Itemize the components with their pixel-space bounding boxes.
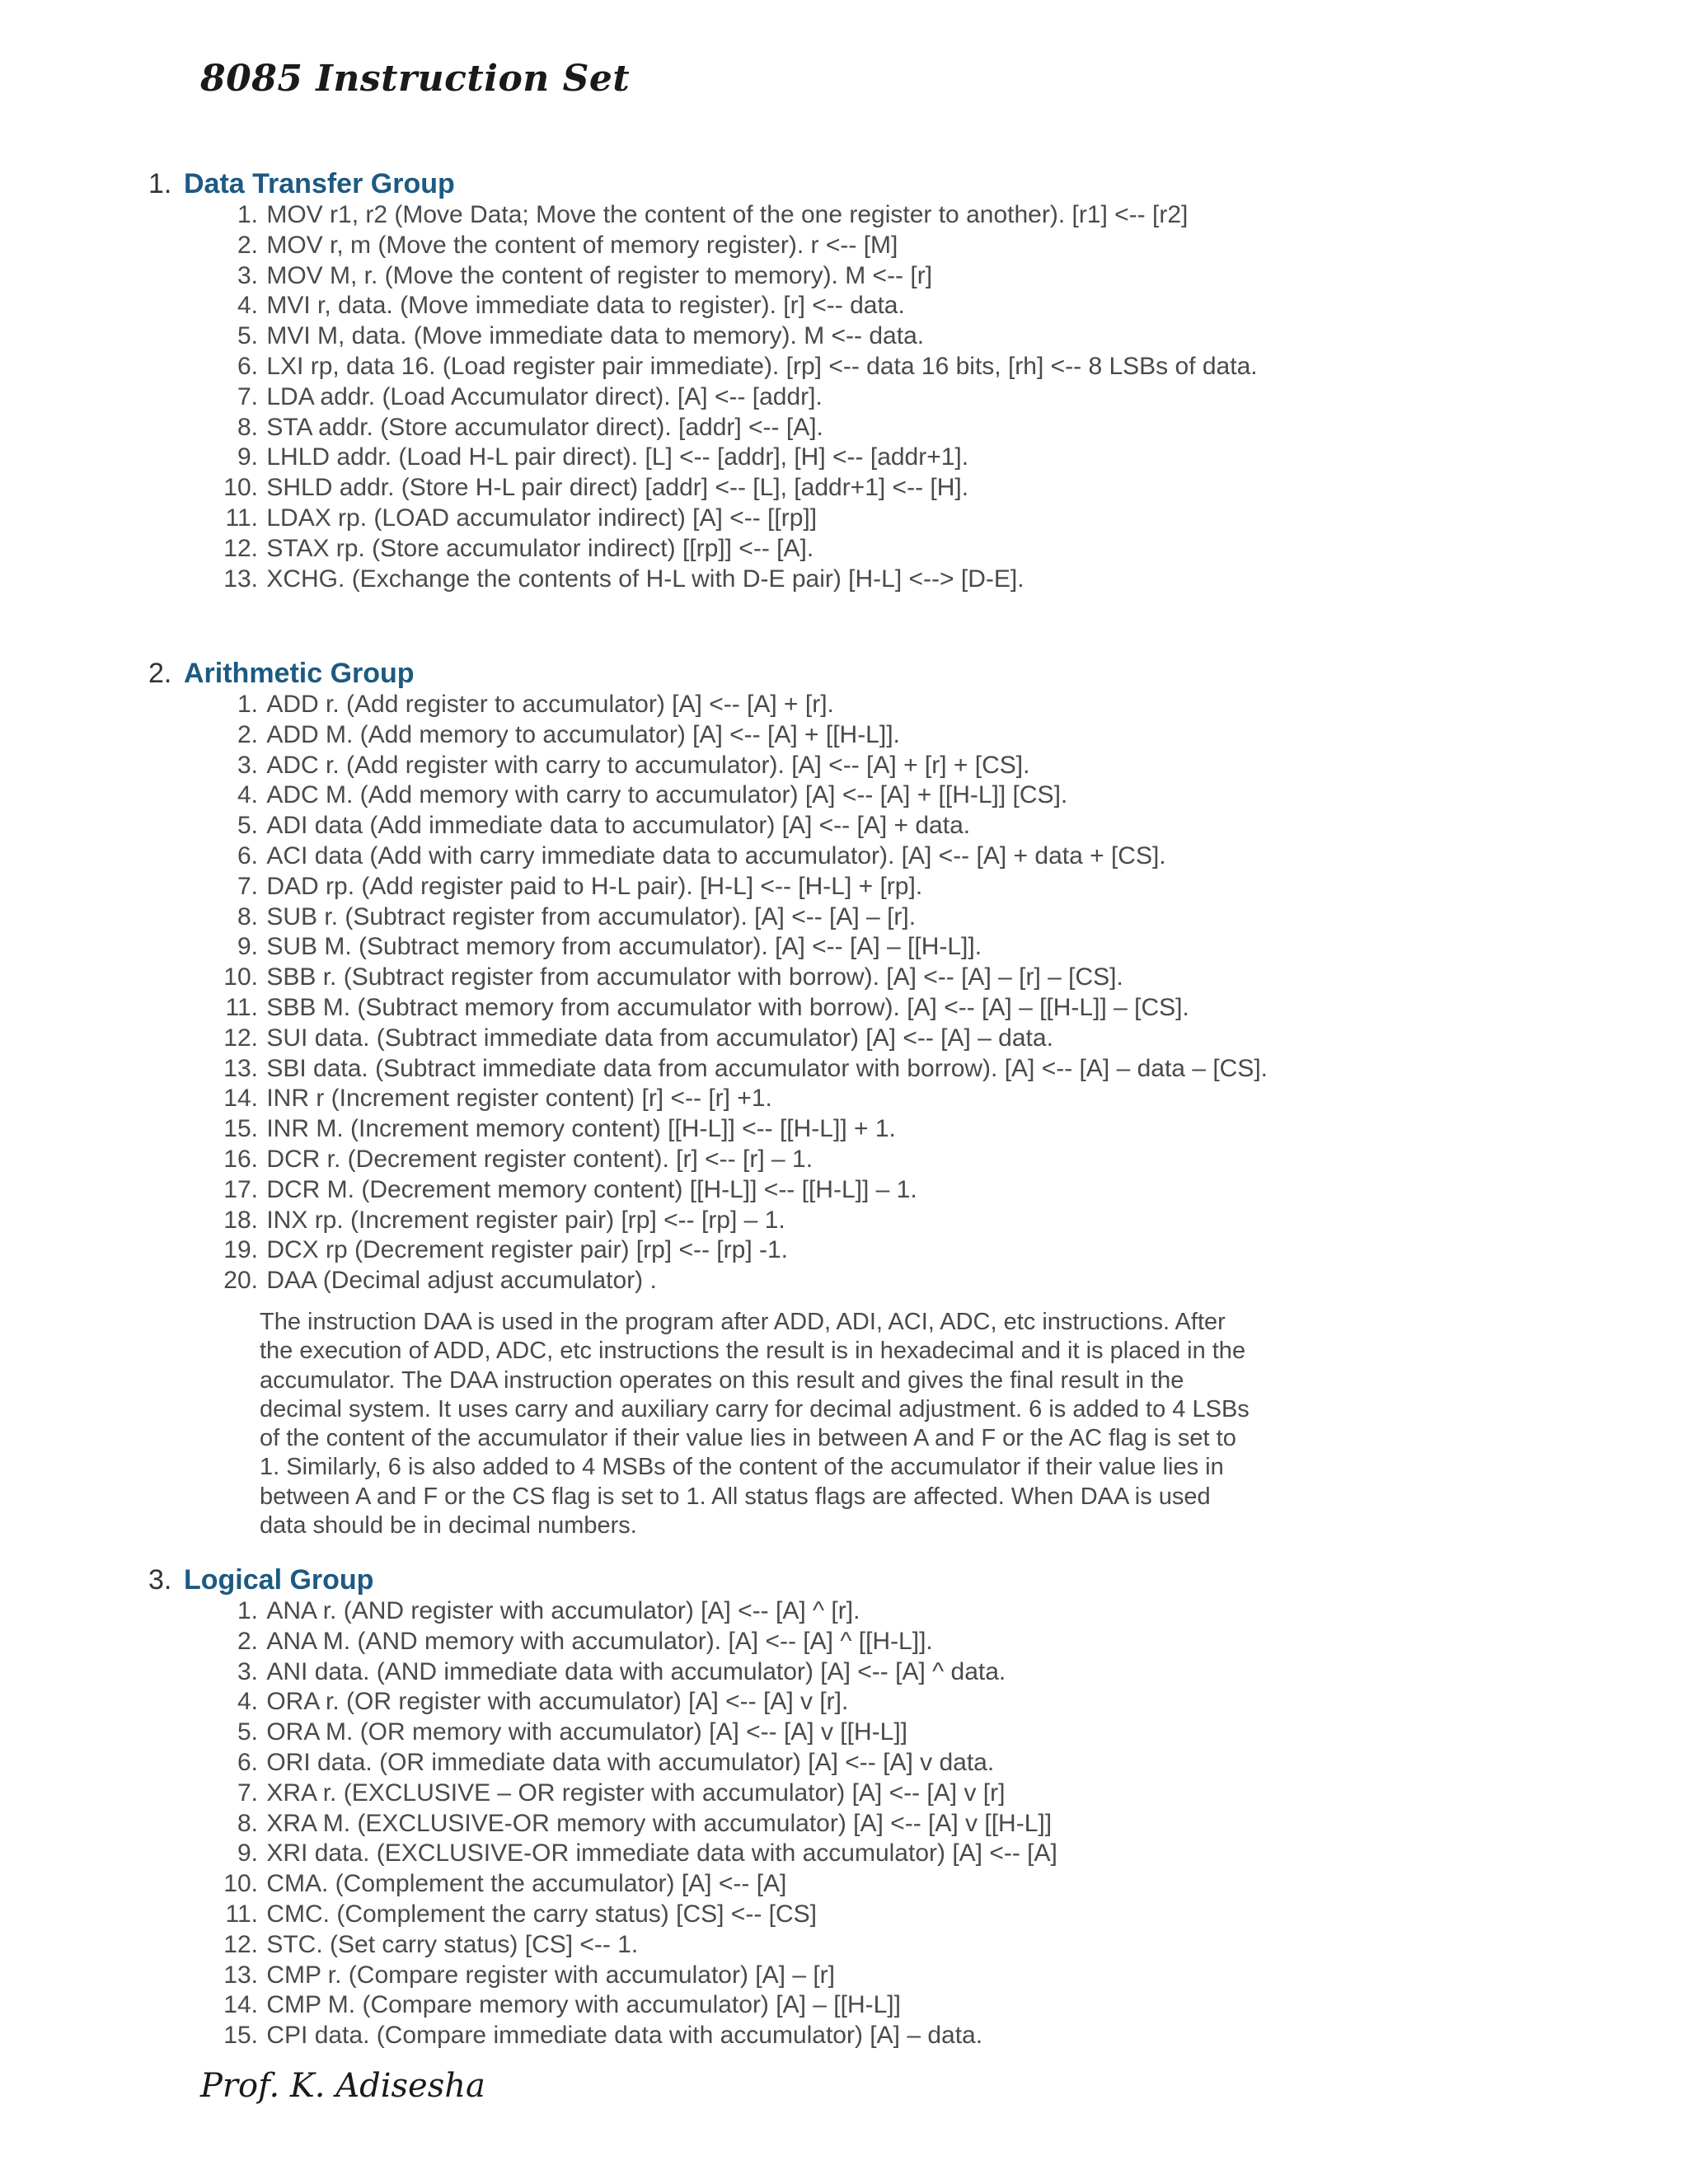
item-number: 13. [223,1961,258,1989]
list-item [148,1779,1550,1809]
paragraph-line: The instruction DAA is used in the program after ADD, ADI, ACI, ADC, etc instructions. After [260,1308,1226,1335]
item-number: 8. [237,1809,258,1837]
instruction-list [148,690,1550,1296]
item-number: 12. [223,1024,258,1052]
item-text: LXI rp, data 16. (Load register pair immediate). [rp] <-- data 16 bits, [rh] <-- 8 LSBs of data. [266,352,1258,380]
list-item [148,1869,1550,1900]
section-number: 1. [148,168,172,199]
list-item [148,1839,1550,1869]
item-text: SUI data. (Subtract immediate data from accumulator) [A] <-- [A] – data. [266,1024,1053,1052]
list-item [148,902,1550,933]
list-item [148,780,1550,811]
paragraph-line: accumulator. The DAA instruction operates on this result and gives the final result in the [260,1366,1184,1394]
item-number: 20. [223,1267,258,1295]
paragraph-line: the execution of ADD, ADC, etc instructions the result is in hexadecimal and it is placed in the [260,1338,1246,1365]
list-item [148,1145,1550,1175]
list-item [148,1961,1550,1991]
list-item [148,963,1550,993]
item-number: 7. [237,1779,258,1807]
list-item [148,1809,1550,1840]
paragraph-line: of the content of the accumulator if their value lies in between A and F or the AC flag is set to [260,1425,1236,1452]
item-text: DCX rp (Decrement register pair) [rp] <-- [rp] -1. [266,1236,788,1264]
list-item [148,690,1550,720]
item-text: DCR M. (Decrement memory content) [[H-L]] <-- [[H-L]] – 1. [266,1175,917,1203]
item-number: 4. [237,1688,258,1716]
item-number: 10. [223,474,258,502]
item-number: 9. [237,1840,258,1868]
list-item [148,443,1550,473]
item-number: 6. [237,841,258,869]
list-item [148,352,1550,382]
item-text: CMA. (Complement the accumulator) [A] <-- [A] [266,1870,787,1898]
item-number: 18. [223,1206,258,1234]
item-text: ORA r. (OR register with accumulator) [A] <-- [A] v [r]. [266,1688,849,1716]
item-number: 7. [237,382,258,410]
item-text: DAA (Decimal adjust accumulator) . [266,1267,657,1295]
paragraph-line: decimal system. It uses carry and auxiliary carry for decimal adjustment. 6 is added to 4 LSBs [260,1395,1250,1422]
item-text: MOV M, r. (Move the content of register to memory). M <-- [r] [266,261,933,289]
item-number: 14. [223,1085,258,1113]
section-data-transfer [148,167,1550,594]
item-text: SBB M. (Subtract memory from accumulator with borrow). [A] <-- [A] – [[H-L]] – [CS]. [266,993,1189,1021]
instruction-list [148,1596,1550,2051]
item-text: SUB r. (Subtract register from accumulator). [A] <-- [A] – [r]. [266,902,917,930]
list-item [148,1687,1550,1718]
list-item [148,291,1550,321]
item-number: 7. [237,872,258,900]
list-item [148,382,1550,413]
item-number: 6. [237,352,258,380]
item-text: CMP M. (Compare memory with accumulator) [A] – [[H-L]] [266,1991,901,2019]
author-footer: Prof. K. Adisesha [200,2067,485,2105]
item-text: INR M. (Increment memory content) [[H-L]] <-- [[H-L]] + 1. [266,1115,896,1143]
section-title: Data Transfer Group [184,168,455,199]
daa-description [260,1308,1529,1540]
item-text: XRA r. (EXCLUSIVE – OR register with accumulator) [A] <-- [A] v [r] [266,1779,1006,1807]
item-text: MVI r, data. (Move immediate data to register). [r] <-- data. [266,292,905,320]
item-text: ORA M. (OR memory with accumulator) [A] <-- [A] v [[H-L]] [266,1718,907,1746]
item-number: 14. [223,1991,258,2019]
section-logical [148,1563,1550,2051]
item-number: 15. [223,2022,258,2050]
item-text: STC. (Set carry status) [CS] <-- 1. [266,1930,639,1958]
item-text: CMP r. (Compare register with accumulator) [A] – [r] [266,1961,835,1989]
item-text: SUB M. (Subtract memory from accumulator). [A] <-- [A] – [[H-L]]. [266,933,982,961]
item-text: MOV r, m (Move the content of memory register). r <-- [M] [266,231,898,259]
page-title: 8085 Instruction Set [200,58,631,100]
item-number: 5. [237,322,258,350]
section-number: 3. [148,1564,172,1596]
item-number: 11. [225,1900,258,1928]
section-number: 2. [148,658,172,689]
item-number: 4. [237,292,258,320]
list-item [148,1114,1550,1145]
item-text: CMC. (Complement the carry status) [CS] <-- [CS] [266,1900,817,1928]
item-number: 9. [237,933,258,961]
item-text: MVI M, data. (Move immediate data to memory). M <-- data. [266,322,925,350]
paragraph-line: 1. Similarly, 6 is also added to 4 MSBs of the content of the accumulator if their value lies in [260,1454,1224,1481]
item-text: CPI data. (Compare immediate data with accumulator) [A] – data. [266,2022,983,2050]
list-item [148,1235,1550,1266]
item-text: XRA M. (EXCLUSIVE-OR memory with accumulator) [A] <-- [A] v [[H-L]] [266,1809,1053,1837]
list-item [148,751,1550,781]
list-item [148,1627,1550,1657]
item-number: 12. [223,534,258,562]
item-number: 10. [223,1870,258,1898]
list-item [148,932,1550,963]
item-number: 9. [237,443,258,471]
item-text: ADC r. (Add register with carry to accumulator). [A] <-- [A] + [r] + [CS]. [266,751,1030,779]
item-number: 15. [223,1115,258,1143]
list-item [148,1900,1550,1930]
paragraph-line: data should be in decimal numbers. [260,1512,637,1540]
item-text: SBI data. (Subtract immediate data from accumulator with borrow). [A] <-- [A] – data – [CS]. [266,1054,1268,1082]
item-number: 11. [225,993,258,1021]
list-item [148,1054,1550,1085]
item-number: 5. [237,812,258,840]
item-text: ADC M. (Add memory with carry to accumulator) [A] <-- [A] + [[H-L]] [CS]. [266,781,1068,809]
list-item [148,1175,1550,1206]
item-text: XRI data. (EXCLUSIVE-OR immediate data with accumulator) [A] <-- [A] [266,1840,1057,1868]
item-number: 8. [237,413,258,441]
item-number: 10. [223,963,258,991]
item-number: 3. [237,1657,258,1685]
item-number: 1. [237,1597,258,1624]
item-text: LHLD addr. (Load H-L pair direct). [L] <-- [addr], [H] <-- [addr+1]. [266,443,969,471]
item-text: ANA M. (AND memory with accumulator). [A] <-- [A] ^ [[H-L]]. [266,1627,933,1655]
list-item [148,565,1550,595]
list-item [148,504,1550,534]
list-item [148,1718,1550,1748]
item-number: 16. [223,1145,258,1173]
list-item [148,841,1550,872]
list-item [148,200,1550,231]
list-item [148,1084,1550,1114]
item-text: ADD M. (Add memory to accumulator) [A] <-- [A] + [[H-L]]. [266,720,900,748]
item-number: 1. [237,691,258,718]
item-number: 2. [237,1627,258,1655]
item-text: INX rp. (Increment register pair) [rp] <-- [rp] – 1. [266,1206,785,1234]
item-text: DCR r. (Decrement register content). [r] <-- [r] – 1. [266,1145,814,1173]
item-number: 8. [237,902,258,930]
list-item [148,473,1550,504]
item-number: 17. [223,1175,258,1203]
item-text: STA addr. (Store accumulator direct). [addr] <-- [A]. [266,413,823,441]
item-number: 3. [237,261,258,289]
item-text: INR r (Increment register content) [r] <-- [r] +1. [266,1085,772,1113]
item-text: SBB r. (Subtract register from accumulator with borrow). [A] <-- [A] – [r] – [CS]. [266,963,1123,991]
item-text: ADD r. (Add register to accumulator) [A] <-- [A] + [r]. [266,691,834,718]
item-text: LDA addr. (Load Accumulator direct). [A] <-- [addr]. [266,382,823,410]
list-item [148,534,1550,565]
item-number: 2. [237,720,258,748]
item-text: STAX rp. (Store accumulator indirect) [[rp]] <-- [A]. [266,534,814,562]
section-title: Arithmetic Group [184,658,415,689]
item-number: 2. [237,231,258,259]
list-item [148,1206,1550,1236]
item-number: 13. [223,1054,258,1082]
list-item [148,1930,1550,1961]
item-text: SHLD addr. (Store H-L pair direct) [addr] <-- [L], [addr+1] <-- [H]. [266,474,969,502]
item-number: 11. [225,504,258,532]
item-text: ACI data (Add with carry immediate data to accumulator). [A] <-- [A] + data + [CS]. [266,841,1166,869]
list-item [148,2021,1550,2051]
item-text: DAD rp. (Add register paid to H-L pair). [H-L] <-- [H-L] + [rp]. [266,872,923,900]
list-item [148,261,1550,292]
item-number: 5. [237,1718,258,1746]
item-number: 6. [237,1748,258,1776]
item-text: ADI data (Add immediate data to accumulator) [A] <-- [A] + data. [266,812,971,840]
section-arithmetic [148,657,1550,1540]
instruction-list [148,200,1550,594]
list-item [148,1748,1550,1779]
list-item [148,1024,1550,1054]
item-text: LDAX rp. (LOAD accumulator indirect) [A] <-- [[rp]] [266,504,818,532]
item-number: 1. [237,201,258,228]
list-item [148,1596,1550,1627]
item-text: ANA r. (AND register with accumulator) [A] <-- [A] ^ [r]. [266,1597,860,1624]
item-text: ANI data. (AND immediate data with accumulator) [A] <-- [A] ^ data. [266,1657,1006,1685]
item-text: ORI data. (OR immediate data with accumulator) [A] <-- [A] v data. [266,1748,995,1776]
item-number: 19. [223,1236,258,1264]
list-item [148,413,1550,443]
list-item [148,811,1550,841]
section-heading [148,1563,1550,1596]
list-item [148,321,1550,352]
paragraph-line: between A and F or the CS flag is set to 1. All status flags are affected. When DAA is used [260,1483,1211,1510]
list-item [148,993,1550,1024]
item-text: XCHG. (Exchange the contents of H-L with D-E pair) [H-L] <--> [D-E]. [266,565,1025,593]
list-item [148,1657,1550,1688]
item-number: 3. [237,751,258,779]
list-item [148,231,1550,261]
item-number: 4. [237,781,258,809]
item-number: 12. [223,1930,258,1958]
list-item [148,872,1550,902]
item-text: MOV r1, r2 (Move Data; Move the content of the one register to another). [r1] <-- [r2] [266,201,1189,228]
section-heading [148,167,1550,200]
item-number: 13. [223,565,258,593]
list-item [148,1990,1550,2021]
list-item [148,720,1550,751]
section-heading [148,657,1550,690]
list-item [148,1266,1550,1296]
section-title: Logical Group [184,1564,374,1596]
